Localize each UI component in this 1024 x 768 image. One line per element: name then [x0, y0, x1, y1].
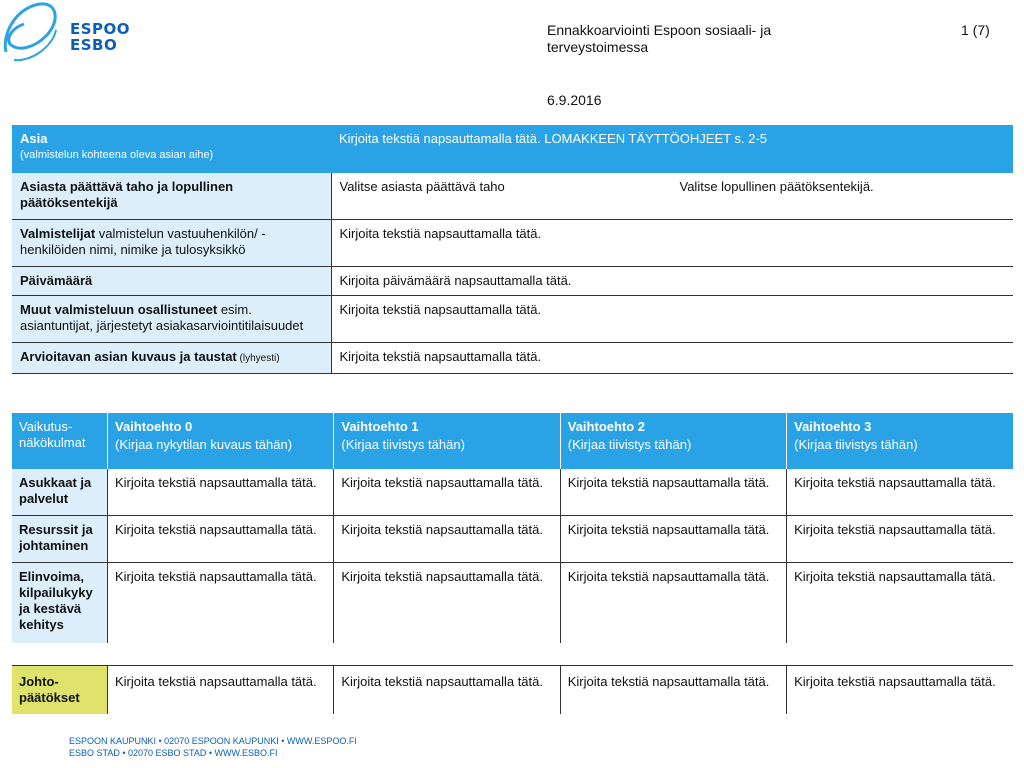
impact-cell[interactable]: Kirjoita tekstiä napsauttamalla tätä.	[787, 469, 1013, 516]
subject-field[interactable]: Kirjoita tekstiä napsauttamalla tätä. LOMAKKEEN TÄYTTÖOHJEET s. 2-5	[331, 125, 1013, 173]
impact-corner-cell: Vaikutus-näkökulmat	[12, 413, 108, 469]
impact-cell[interactable]: Kirjoita tekstiä napsauttamalla tätä.	[108, 469, 334, 516]
description-label-hint: (lyhyesti)	[236, 353, 280, 364]
impact-cell[interactable]: Kirjoita tekstiä napsauttamalla tätä.	[334, 516, 560, 563]
impact-row-residents	[12, 469, 1013, 516]
conclusions-table	[12, 665, 1013, 714]
option-0-hint: (Kirjaa nykytilan kuvaus tähän)	[115, 437, 293, 452]
conclusion-cell[interactable]: Kirjoita tekstiä napsauttamalla tätä.	[334, 666, 560, 715]
preparers-label	[12, 220, 331, 267]
impact-header-row	[12, 413, 1013, 469]
impact-cell[interactable]: Kirjoita tekstiä napsauttamalla tätä.	[334, 563, 560, 644]
impact-row-vitality	[12, 563, 1013, 644]
impact-table	[12, 413, 1013, 643]
preparers-label-desc: valmistelun vastuuhenkilön/ -henkilöiden nimi, nimike ja tulosyksikkö	[20, 226, 266, 257]
impact-cell[interactable]: Kirjoita tekstiä napsauttamalla tätä.	[108, 563, 334, 644]
option-3-hint: (Kirjaa tiivistys tähän)	[794, 437, 918, 452]
subject-sublabel: (valmistelun kohteena oleva asian aihe)	[20, 149, 214, 161]
conclusion-cell[interactable]: Kirjoita tekstiä napsauttamalla tätä.	[108, 666, 334, 715]
conclusion-cell[interactable]: Kirjoita tekstiä napsauttamalla tätä.	[560, 666, 786, 715]
option-1-hint: (Kirjaa tiivistys tähän)	[341, 437, 465, 452]
description-row	[12, 343, 1013, 374]
preparers-row	[12, 220, 1013, 267]
assessment-form-table	[12, 125, 1013, 374]
decision-maker-cell	[331, 173, 1013, 220]
date-label	[12, 267, 331, 296]
description-label-bold: Arvioitavan asian kuvaus ja taustat	[20, 349, 237, 364]
option-2-title: Vaihtoehto 2	[567, 419, 646, 434]
impact-cell[interactable]: Kirjoita tekstiä napsauttamalla tätä.	[108, 516, 334, 563]
impact-cell[interactable]: Kirjoita tekstiä napsauttamalla tätä.	[787, 563, 1013, 644]
final-decision-maker-select[interactable]: Valitse lopullinen päätöksentekijä.	[679, 179, 874, 194]
impact-cell[interactable]: Kirjoita tekstiä napsauttamalla tätä.	[334, 469, 560, 516]
subject-label-cell	[12, 125, 331, 173]
impact-row-label: Resurssit ja johtaminen	[12, 516, 108, 563]
conclusions-label: Johto-päätökset	[12, 666, 108, 715]
footer-line-sv: ESBO STAD • 02070 ESBO STAD • WWW.ESBO.FI	[69, 748, 278, 758]
date-field[interactable]: Kirjoita päivämäärä napsauttamalla tätä.	[331, 267, 1013, 296]
impact-row-label: Asukkaat ja palvelut	[12, 469, 108, 516]
participants-label-desc: esim. asiantuntijat, järjestetyt asiakasarviointitilaisuudet	[20, 302, 304, 333]
date-row	[12, 267, 1013, 296]
description-label	[12, 343, 331, 374]
preparers-field[interactable]: Kirjoita tekstiä napsauttamalla tätä.	[331, 220, 1013, 267]
document-date: 6.9.2016	[547, 92, 602, 108]
option-2-header	[560, 413, 786, 469]
decision-maker-row	[12, 173, 1013, 220]
option-1-header	[334, 413, 560, 469]
option-3-title: Vaihtoehto 3	[794, 419, 872, 434]
footer-line-fi: ESPOON KAUPUNKI • 02070 ESPOON KAUPUNKI • WWW.ESPOO.FI	[69, 736, 357, 746]
date-label-text: Päivämäärä	[20, 273, 93, 288]
logo-line-espoo: ESPOO	[70, 20, 131, 38]
participants-field[interactable]: Kirjoita tekstiä napsauttamalla tätä.	[331, 296, 1013, 343]
impact-cell[interactable]: Kirjoita tekstiä napsauttamalla tätä.	[560, 469, 786, 516]
subject-row	[12, 125, 1013, 173]
participants-label	[12, 296, 331, 343]
participants-row	[12, 296, 1013, 343]
participants-label-bold: Muut valmisteluun osallistuneet	[20, 302, 218, 317]
conclusions-row	[12, 666, 1013, 715]
option-1-title: Vaihtoehto 1	[341, 419, 419, 434]
impact-cell[interactable]: Kirjoita tekstiä napsauttamalla tätä.	[560, 516, 786, 563]
impact-row-label: Elinvoima, kilpailukyky ja kestävä kehitys	[12, 563, 108, 644]
subject-label: Asia	[20, 131, 48, 146]
option-0-title: Vaihtoehto 0	[115, 419, 193, 434]
logo-line-esbo: ESBO	[70, 36, 118, 54]
impact-cell[interactable]: Kirjoita tekstiä napsauttamalla tätä.	[560, 563, 786, 644]
page-number: 1 (7)	[961, 22, 990, 38]
decision-body-select[interactable]: Valitse asiasta päättävä taho	[339, 179, 505, 194]
logo-text	[70, 21, 130, 53]
impact-cell[interactable]: Kirjoita tekstiä napsauttamalla tätä.	[787, 516, 1013, 563]
decision-maker-label-text: Asiasta päättävä taho ja lopullinen päätöksentekijä	[20, 179, 234, 210]
espoo-logo	[0, 0, 140, 70]
impact-row-resources	[12, 516, 1013, 563]
preparers-label-bold: Valmistelijat	[20, 226, 96, 241]
description-field[interactable]: Kirjoita tekstiä napsauttamalla tätä.	[331, 343, 1013, 374]
option-2-hint: (Kirjaa tiivistys tähän)	[567, 437, 692, 452]
option-0-header	[108, 413, 334, 469]
conclusion-cell[interactable]: Kirjoita tekstiä napsauttamalla tätä.	[787, 666, 1013, 715]
decision-maker-label	[12, 173, 331, 220]
option-3-header	[787, 413, 1013, 469]
document-title: Ennakkoarviointi Espoon sosiaali- ja terveystoimessa	[547, 22, 772, 55]
page-footer	[69, 735, 357, 759]
espoo-swirl-icon	[0, 0, 70, 70]
